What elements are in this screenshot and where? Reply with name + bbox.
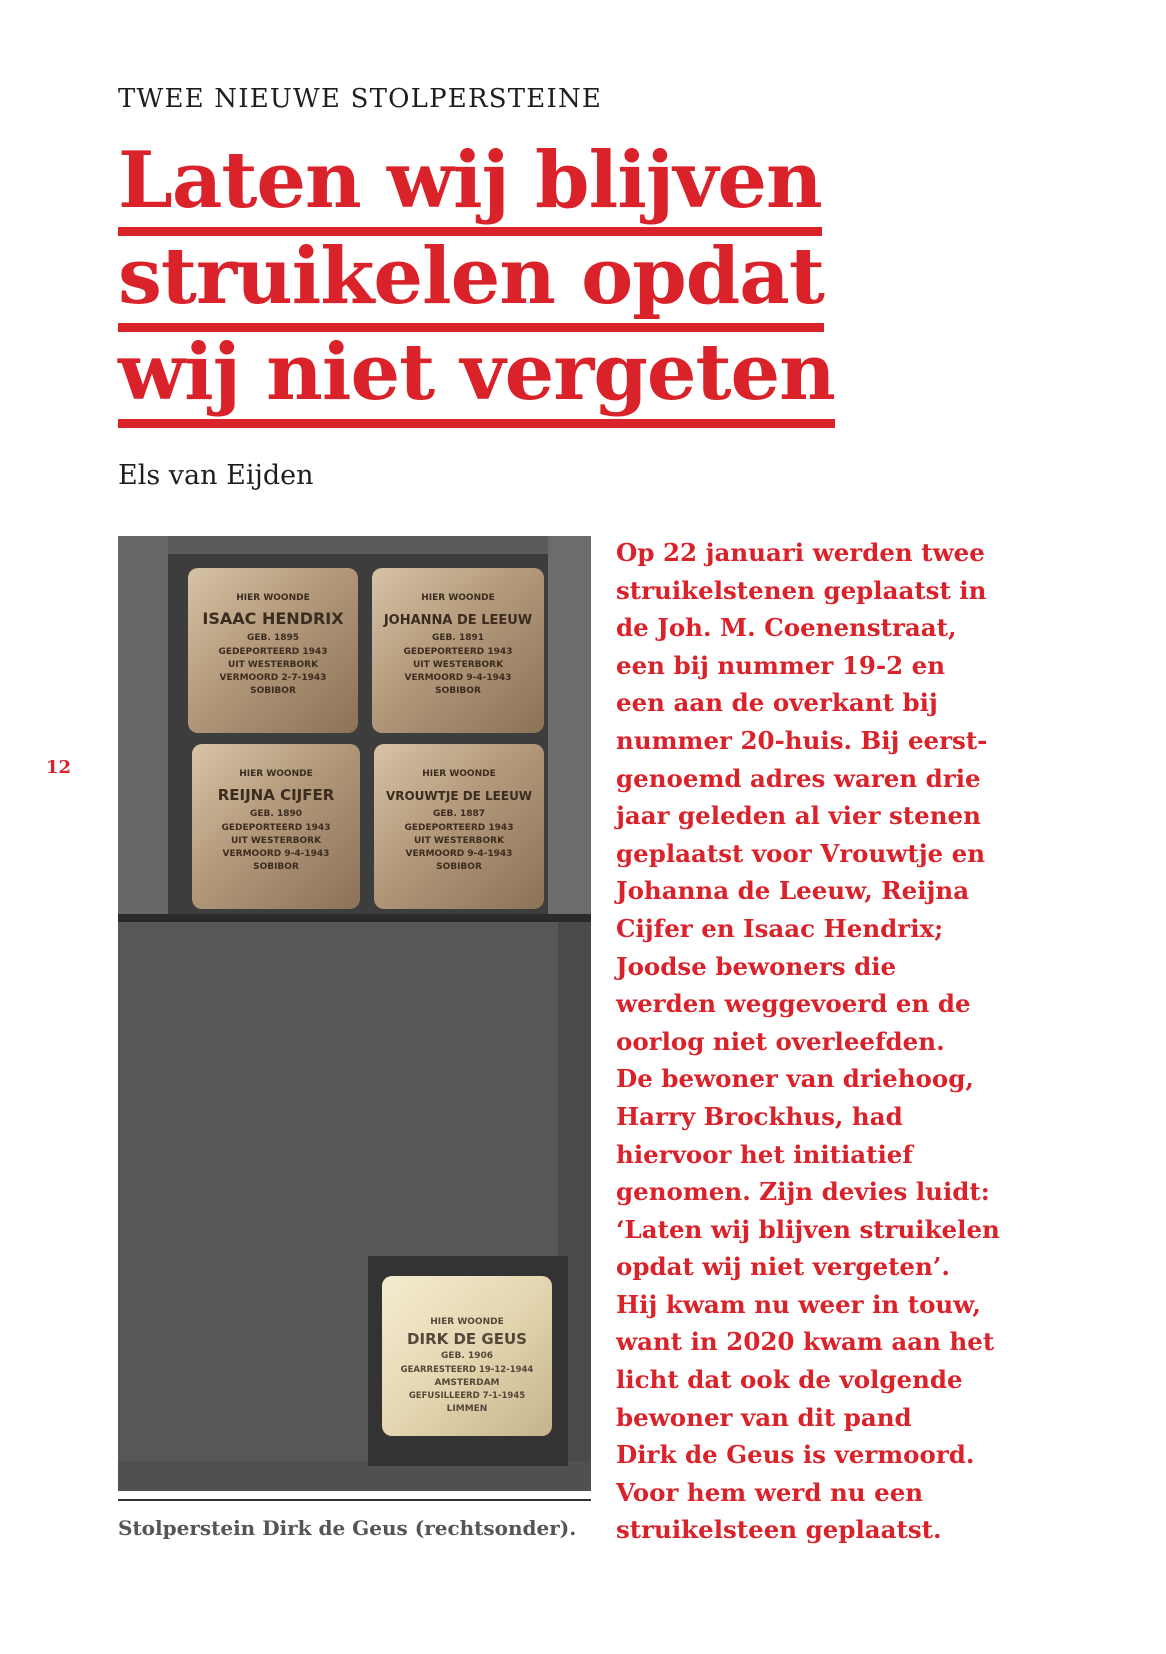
stone-deported: GEDEPORTEERD 1943 <box>404 823 514 833</box>
stone-header: HIER WOONDE <box>421 593 495 603</box>
stone-via: AMSTERDAM <box>434 1378 500 1388</box>
stone-name: ISAAC HENDRIX <box>202 609 344 628</box>
headline <box>118 135 835 428</box>
stone-place: SOBIBOR <box>435 686 481 696</box>
caption-divider <box>118 1499 591 1501</box>
stone-deported: GEARRESTEERD 19-12-1944 <box>400 1365 534 1375</box>
stone-johanna-de-leeuw <box>372 568 544 733</box>
stone-born: GEB. 1895 <box>247 633 299 643</box>
article-body: Op 22 januari werden twee struikelstenen geplaatst in de Joh. M. Coenenstraat, een bij nummer 19-2 en een aan de overkant bij nummer 20-huis. Bij eerst- genoemd adres waren drie jaar geleden al vier stenen geplaatst voor Vrouwtje en Johanna de Leeuw, Reijna Cijfer en Isaac Hendrix; Joodse bewoners die werden weggevoerd en de oorlog niet overleefden. De bewoner van driehoog, Harry Brockhus, had hiervoor het initiatief genomen. Zijn devies luidt: ‘Laten wij blijven struikelen opdat wij niet vergeten’. Hij kwam nu weer in touw, want in 2020 kwam aan het licht dat ook de volgende bewoner van dit pand Dirk de Geus is vermoord. Voor hem werd nu een struikelsteen geplaatst. <box>616 538 1000 1545</box>
stone-via: UIT WESTERBORK <box>412 660 504 670</box>
stone-place: SOBIBOR <box>253 862 299 872</box>
stone-deported: GEDEPORTEERD 1943 <box>221 823 331 833</box>
stone-place: SOBIBOR <box>436 862 482 872</box>
stone-dirk-de-geus <box>382 1276 552 1436</box>
author-byline: Els van Eijden <box>118 460 314 491</box>
stone-born: GEB. 1891 <box>432 633 484 643</box>
page-number: 12 <box>46 757 72 778</box>
photo-graphic <box>118 536 591 1491</box>
stone-deported: GEDEPORTEERD 1943 <box>218 647 328 657</box>
stone-name: REIJNA CIJFER <box>217 786 335 804</box>
stone-place: LIMMEN <box>446 1404 488 1414</box>
stone-isaac-hendrix <box>188 568 358 733</box>
stone-fate: GEFUSILLEERD 7-1-1945 <box>408 1391 526 1401</box>
stone-header: HIER WOONDE <box>239 769 313 779</box>
stone-reijna-cijfer <box>192 744 360 909</box>
stone-header: HIER WOONDE <box>430 1317 504 1327</box>
stone-name: VROUWTJE DE LEEUW <box>385 789 533 803</box>
stone-fate: VERMOORD 2-7-1943 <box>219 673 327 683</box>
headline-line: Laten wij blijven <box>118 140 822 236</box>
stone-place: SOBIBOR <box>250 686 296 696</box>
stone-header: HIER WOONDE <box>422 769 496 779</box>
headline-line: struikelen opdat <box>118 236 824 332</box>
stone-name: DIRK DE GEUS <box>407 1330 527 1348</box>
kicker: TWEE NIEUWE STOLPERSTEINE <box>118 84 603 114</box>
photo-caption: Stolperstein Dirk de Geus (rechtsonder). <box>118 1516 577 1540</box>
stolpersteine-photo <box>118 536 591 1491</box>
stone-fate: VERMOORD 9-4-1943 <box>404 673 512 683</box>
stone-vrouwtje-de-leeuw <box>374 744 544 909</box>
stone-name: JOHANNA DE LEEUW <box>383 613 533 628</box>
stone-fate: VERMOORD 9-4-1943 <box>405 849 513 859</box>
stone-via: UIT WESTERBORK <box>227 660 319 670</box>
stone-via: UIT WESTERBORK <box>230 836 322 846</box>
stone-born: GEB. 1887 <box>433 809 485 819</box>
stone-born: GEB. 1906 <box>441 1351 493 1361</box>
headline-line: wij niet vergeten <box>118 332 835 428</box>
stone-born: GEB. 1890 <box>250 809 302 819</box>
stone-fate: VERMOORD 9-4-1943 <box>222 849 330 859</box>
stone-via: UIT WESTERBORK <box>413 836 505 846</box>
stone-header: HIER WOONDE <box>236 593 310 603</box>
stone-deported: GEDEPORTEERD 1943 <box>403 647 513 657</box>
